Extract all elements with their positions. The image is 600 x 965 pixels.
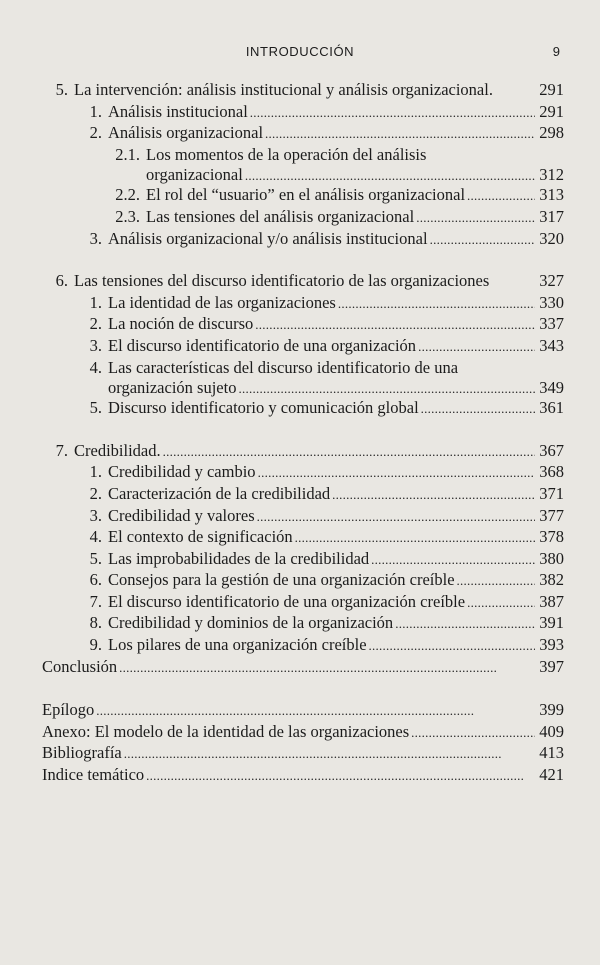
toc-entry (0, 461, 600, 483)
toc-entry (0, 397, 600, 419)
dot-leader (295, 527, 536, 549)
entry-number: 1. (89, 462, 102, 482)
dot-leader (238, 379, 535, 398)
toc-entry (0, 612, 600, 634)
dot-leader (395, 613, 535, 635)
dot-leader (96, 700, 535, 722)
toc-entry (0, 335, 600, 357)
entry-number: 3. (89, 505, 102, 525)
chapter-heading (0, 79, 600, 101)
chapter-heading (0, 440, 600, 462)
entry-number: 8. (89, 613, 102, 633)
dot-leader (338, 293, 535, 315)
dot-leader (467, 185, 535, 207)
entry-number: 3. (89, 228, 102, 248)
toc-entry (0, 101, 600, 123)
entry-label: Análisis institucional (108, 101, 248, 121)
dot-leader (418, 336, 535, 358)
entry-page: 391 (539, 613, 564, 633)
entry-label: Consejos para la gestión de una organización creíble (108, 570, 455, 590)
chapter-6 (0, 270, 600, 419)
entry-page: 368 (539, 462, 564, 482)
toc-entry (0, 144, 600, 166)
back-matter (0, 699, 600, 785)
toc-entry (0, 292, 600, 314)
chapter-title: Las tensiones del discurso identificatorio de las organizaciones (74, 271, 490, 291)
running-head-title: INTRODUCCIÓN (245, 44, 355, 59)
chapter-heading (0, 270, 600, 292)
entry-number: 1. (89, 292, 102, 312)
dot-leader (467, 592, 535, 614)
entry-page: 343 (539, 335, 564, 355)
chapter-number: 6. (55, 271, 68, 291)
toc-entry (0, 505, 600, 527)
toc-entry (0, 548, 600, 570)
entry-page: 312 (539, 165, 564, 185)
toc-entry (0, 591, 600, 613)
entry-number: 5. (89, 398, 102, 418)
backmatter-entry (0, 742, 600, 764)
dot-leader (119, 657, 535, 679)
entry-number: 2.1. (115, 144, 140, 164)
dot-leader (457, 570, 536, 592)
entry-label: Análisis organizacional y/o análisis institucional (108, 228, 428, 248)
chapter-7 (0, 440, 600, 678)
dot-leader (255, 314, 535, 336)
chapter-title: Credibilidad. (74, 440, 161, 460)
entry-page: 399 (539, 700, 564, 720)
entry-number: 2.3. (115, 206, 140, 226)
entry-number: 2.2. (115, 185, 140, 205)
entry-number: 3. (89, 335, 102, 355)
entry-label: Indice temático (42, 765, 145, 785)
toc-entry (0, 357, 600, 379)
entry-label: Discurso identificatorio y comunicación global (108, 398, 419, 418)
dot-leader (416, 207, 535, 229)
entry-page: 377 (539, 505, 564, 525)
entry-page: 320 (539, 228, 564, 248)
toc-entry (0, 569, 600, 591)
entry-label: organización sujeto (108, 378, 237, 398)
entry-label: La noción de discurso (108, 314, 254, 334)
entry-page: 380 (539, 548, 564, 568)
entry-page: 317 (539, 206, 564, 226)
entry-page: 387 (539, 591, 564, 611)
chapter-number: 5. (55, 80, 68, 99)
conclusion-entry (0, 656, 600, 678)
entry-page: 382 (539, 570, 564, 590)
chapter-title: La intervención: análisis institucional y análisis organizacional. (74, 80, 493, 99)
entry-label: El discurso identificatorio de una organización creíble (108, 591, 466, 611)
entry-label: Análisis organizacional (108, 123, 264, 143)
entry-page: 291 (539, 101, 564, 121)
entry-number: 2. (89, 123, 102, 143)
entry-page: 313 (539, 185, 564, 205)
entry-label: Bibliografía (42, 743, 122, 763)
toc-entry (0, 634, 600, 656)
entry-page: 393 (539, 635, 564, 655)
entry-label: Los pilares de una organización creíble (108, 635, 367, 655)
toc-entry (0, 526, 600, 548)
entry-label: El contexto de significación (108, 527, 293, 547)
entry-label: La identidad de las organizaciones (108, 292, 336, 312)
entry-label: Las características del discurso identificatorio de una (108, 357, 459, 377)
entry-page: 371 (539, 483, 564, 503)
backmatter-entry (0, 699, 600, 721)
entry-page: 298 (539, 123, 564, 143)
entry-page: 378 (539, 527, 564, 547)
chapter-page: 291 (539, 80, 564, 99)
entry-label: Credibilidad y valores (108, 505, 255, 525)
dot-leader (250, 102, 535, 124)
toc-entry (0, 206, 600, 228)
entry-number: 4. (89, 527, 102, 547)
dot-leader (265, 123, 535, 145)
running-head (0, 44, 600, 64)
dot-leader (258, 462, 536, 484)
table-of-contents (0, 79, 600, 807)
entry-page: 361 (539, 398, 564, 418)
entry-number: 2. (89, 314, 102, 334)
entry-page: 413 (539, 743, 564, 763)
toc-entry (0, 483, 600, 505)
dot-leader (163, 441, 536, 463)
chapter-number: 7. (55, 440, 68, 460)
entry-number: 6. (89, 570, 102, 590)
dot-leader (332, 484, 535, 506)
dot-leader (369, 635, 536, 657)
dot-leader (124, 743, 536, 765)
entry-label: Epílogo (42, 700, 95, 720)
dot-leader (146, 765, 535, 787)
toc-entry (0, 184, 600, 206)
toc-entry-continuation (0, 165, 600, 184)
dot-leader (411, 722, 535, 744)
dot-leader (245, 166, 535, 185)
entry-label: Las tensiones del análisis organizacional (146, 206, 415, 226)
dot-leader (421, 398, 536, 420)
entry-label: Las improbabilidades de la credibilidad (108, 548, 370, 568)
entry-page: 409 (539, 721, 564, 741)
entry-label: Credibilidad y cambio (108, 462, 256, 482)
chapter-page: 327 (539, 271, 564, 291)
entry-number: 4. (89, 357, 102, 377)
toc-entry (0, 228, 600, 250)
page-number: 9 (552, 44, 560, 59)
entry-page: 337 (539, 314, 564, 334)
entry-number: 2. (89, 483, 102, 503)
dot-leader (430, 229, 536, 251)
entry-number: 7. (89, 591, 102, 611)
chapter-page: 367 (539, 440, 564, 460)
entry-label: Caracterización de la credibilidad (108, 483, 331, 503)
entry-label: Credibilidad y dominios de la organización (108, 613, 394, 633)
backmatter-entry (0, 721, 600, 743)
entry-page: 421 (539, 765, 564, 785)
entry-number: 9. (89, 635, 102, 655)
entry-page: 397 (539, 656, 564, 676)
entry-label: Los momentos de la operación del análisis (146, 144, 427, 164)
entry-number: 5. (89, 548, 102, 568)
entry-page: 349 (539, 378, 564, 398)
entry-label: El rol del “usuario” en el análisis organizacional (146, 185, 466, 205)
toc-entry (0, 122, 600, 144)
entry-number: 1. (89, 101, 102, 121)
toc-entry (0, 313, 600, 335)
entry-label: Anexo: El modelo de la identidad de las organizaciones (42, 721, 410, 741)
dot-leader (371, 549, 535, 571)
toc-entry-continuation (0, 378, 600, 397)
backmatter-entry (0, 764, 600, 786)
entry-label: organizacional (146, 165, 243, 185)
chapter-5 (0, 79, 600, 249)
entry-page: 330 (539, 292, 564, 312)
entry-label: El discurso identificatorio de una organización (108, 335, 417, 355)
entry-label: Conclusión (42, 656, 118, 676)
dot-leader (257, 506, 536, 528)
